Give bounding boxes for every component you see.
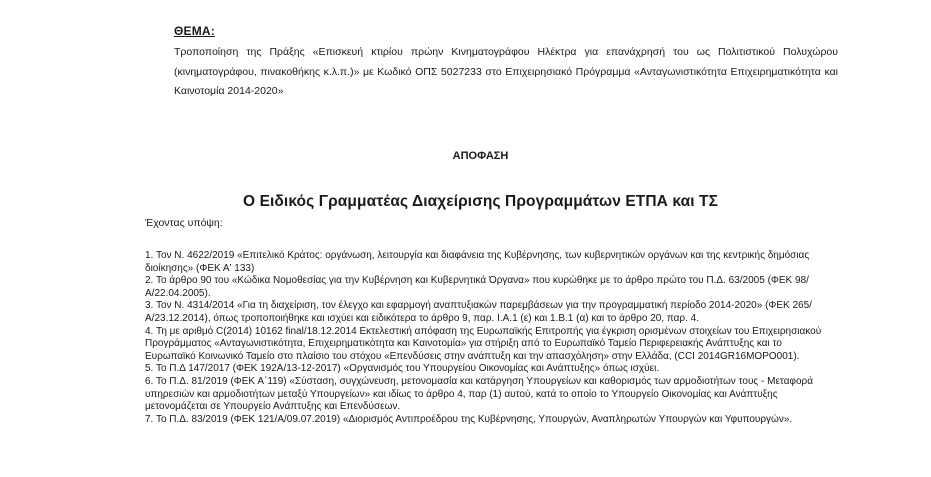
- list-item: 4. Τη με αριθμό C(2014) 10162 final/18.12.2014 Εκτελεστική απόφαση της Ευρωπαϊκής Επιτροπής για έγκριση ορισμένων στοιχείων του Επιχειρησιακού Προγράμματος «Ανταγωνιστικότητα, Επιχειρηματικότητα και Καινοτομία» για στήριξη από το Ευρωπαϊκό Ταμείο Περιφερειακής Ανάπτυξης και το Ευρωπαϊκό Κοινωνικό Ταμείο στο πλαίσιο του στόχου «Επενδύσεις στην ανάπτυξη και την απασχόληση» στην Ελλάδα, (CCI 2014GR16MOPO001).: [145, 325, 822, 362]
- subject-heading: ΘΕΜΑ:: [174, 24, 215, 38]
- official-title: [0, 193, 931, 211]
- list-item: 1. Τον Ν. 4622/2019 «Επιτελικό Κράτος: οργάνωση, λειτουργία και διαφάνεια της Κυβέρνησης, των κυβερνητικών οργάνων και της κεντρικής δημόσιας διοίκησης» (ΦΕΚ Α' 133): [145, 250, 810, 274]
- list-item: 6. Το Π.Δ. 81/2019 (ΦΕΚ Α΄119) «Σύσταση, συγχώνευση, μετονομασία και κατάργηση Υπουργείων και καθορισμός των αρμοδιοτήτων τους - Μεταφορά υπηρεσιών και αρμοδιοτήτων μεταξύ Υπουργείων» και ιδίως το άρθρο 4, παρ (1) αυτού, κατά το οποίο το Υπουργείο Οικονομίας και Ανάπτυξης μετονομάζεται σε Υπουργείο Ανάπτυξης και Επενδύσεων.: [145, 375, 814, 413]
- considerations-list: [145, 250, 825, 426]
- list-item: 7. Το Π.Δ. 83/2019 (ΦΕΚ 121/Α/09.07.2019) «Διορισμός Αντιπροέδρου της Κυβέρνησης, Υπουργών, Αναπληρωτών Υπουργών και Υφυπουργών».: [145, 413, 793, 425]
- list-item: 2. Το άρθρο 90 του «Κώδικα Νομοθεσίας για την Κυβέρνηση και Κυβερνητικά Όργανα» που κυρώθηκε με το άρθρο πρώτο του Π.Δ. 63/2005 (ΦΕΚ 98/Α/22.04.2005).: [145, 275, 809, 299]
- official-title-label: Ο Ειδικός Γραμματέας Διαχείρισης Προγραμμάτων ΕΤΠΑ και ΤΣ: [243, 193, 718, 210]
- list-item: 5. Το Π.Δ 147/2017 (ΦΕΚ 192Α/13-12-2017) «Οργανισμός του Υπουργείου Οικονομίας και Ανάπτυξης» όπως ισχύει.: [145, 363, 660, 375]
- decision-heading-label: ΑΠΟΦΑΣΗ: [452, 150, 509, 162]
- considering-label: Έχοντας υπόψη:: [145, 217, 223, 229]
- list-item: 3. Τον Ν. 4314/2014 «Για τη διαχείριση, τον έλεγχο και εφαρμογή αναπτυξιακών παρεμβάσεων για την προγραμματική περίοδο 2014-2020» (ΦΕΚ 265/Α/23.12.2014), όπως τροποποιήθηκε και ισχύει και ειδικότερα το άρθρο 9, παρ. Ι.Α.1 (ε) και 1.Β.1 (α) και το άρθρο 20, παρ. 4.: [145, 300, 812, 324]
- subject-text: Τροποποίηση της Πράξης «Επισκευή κτιρίου πρώην Κινηματογράφου Ηλέκτρα για επανάχρησή του ως Πολιτιστικού Πολυχώρου (κινηματογράφου, πινακοθήκης κ.λ.π.)» με Κωδικό ΟΠΣ 5027233 στο Επιχειρησιακό Πρόγραμμα «Ανταγωνιστικότητα Επιχειρηματικότητα και Καινοτομία 2014-2020»: [174, 46, 838, 97]
- decision-heading: [0, 150, 931, 162]
